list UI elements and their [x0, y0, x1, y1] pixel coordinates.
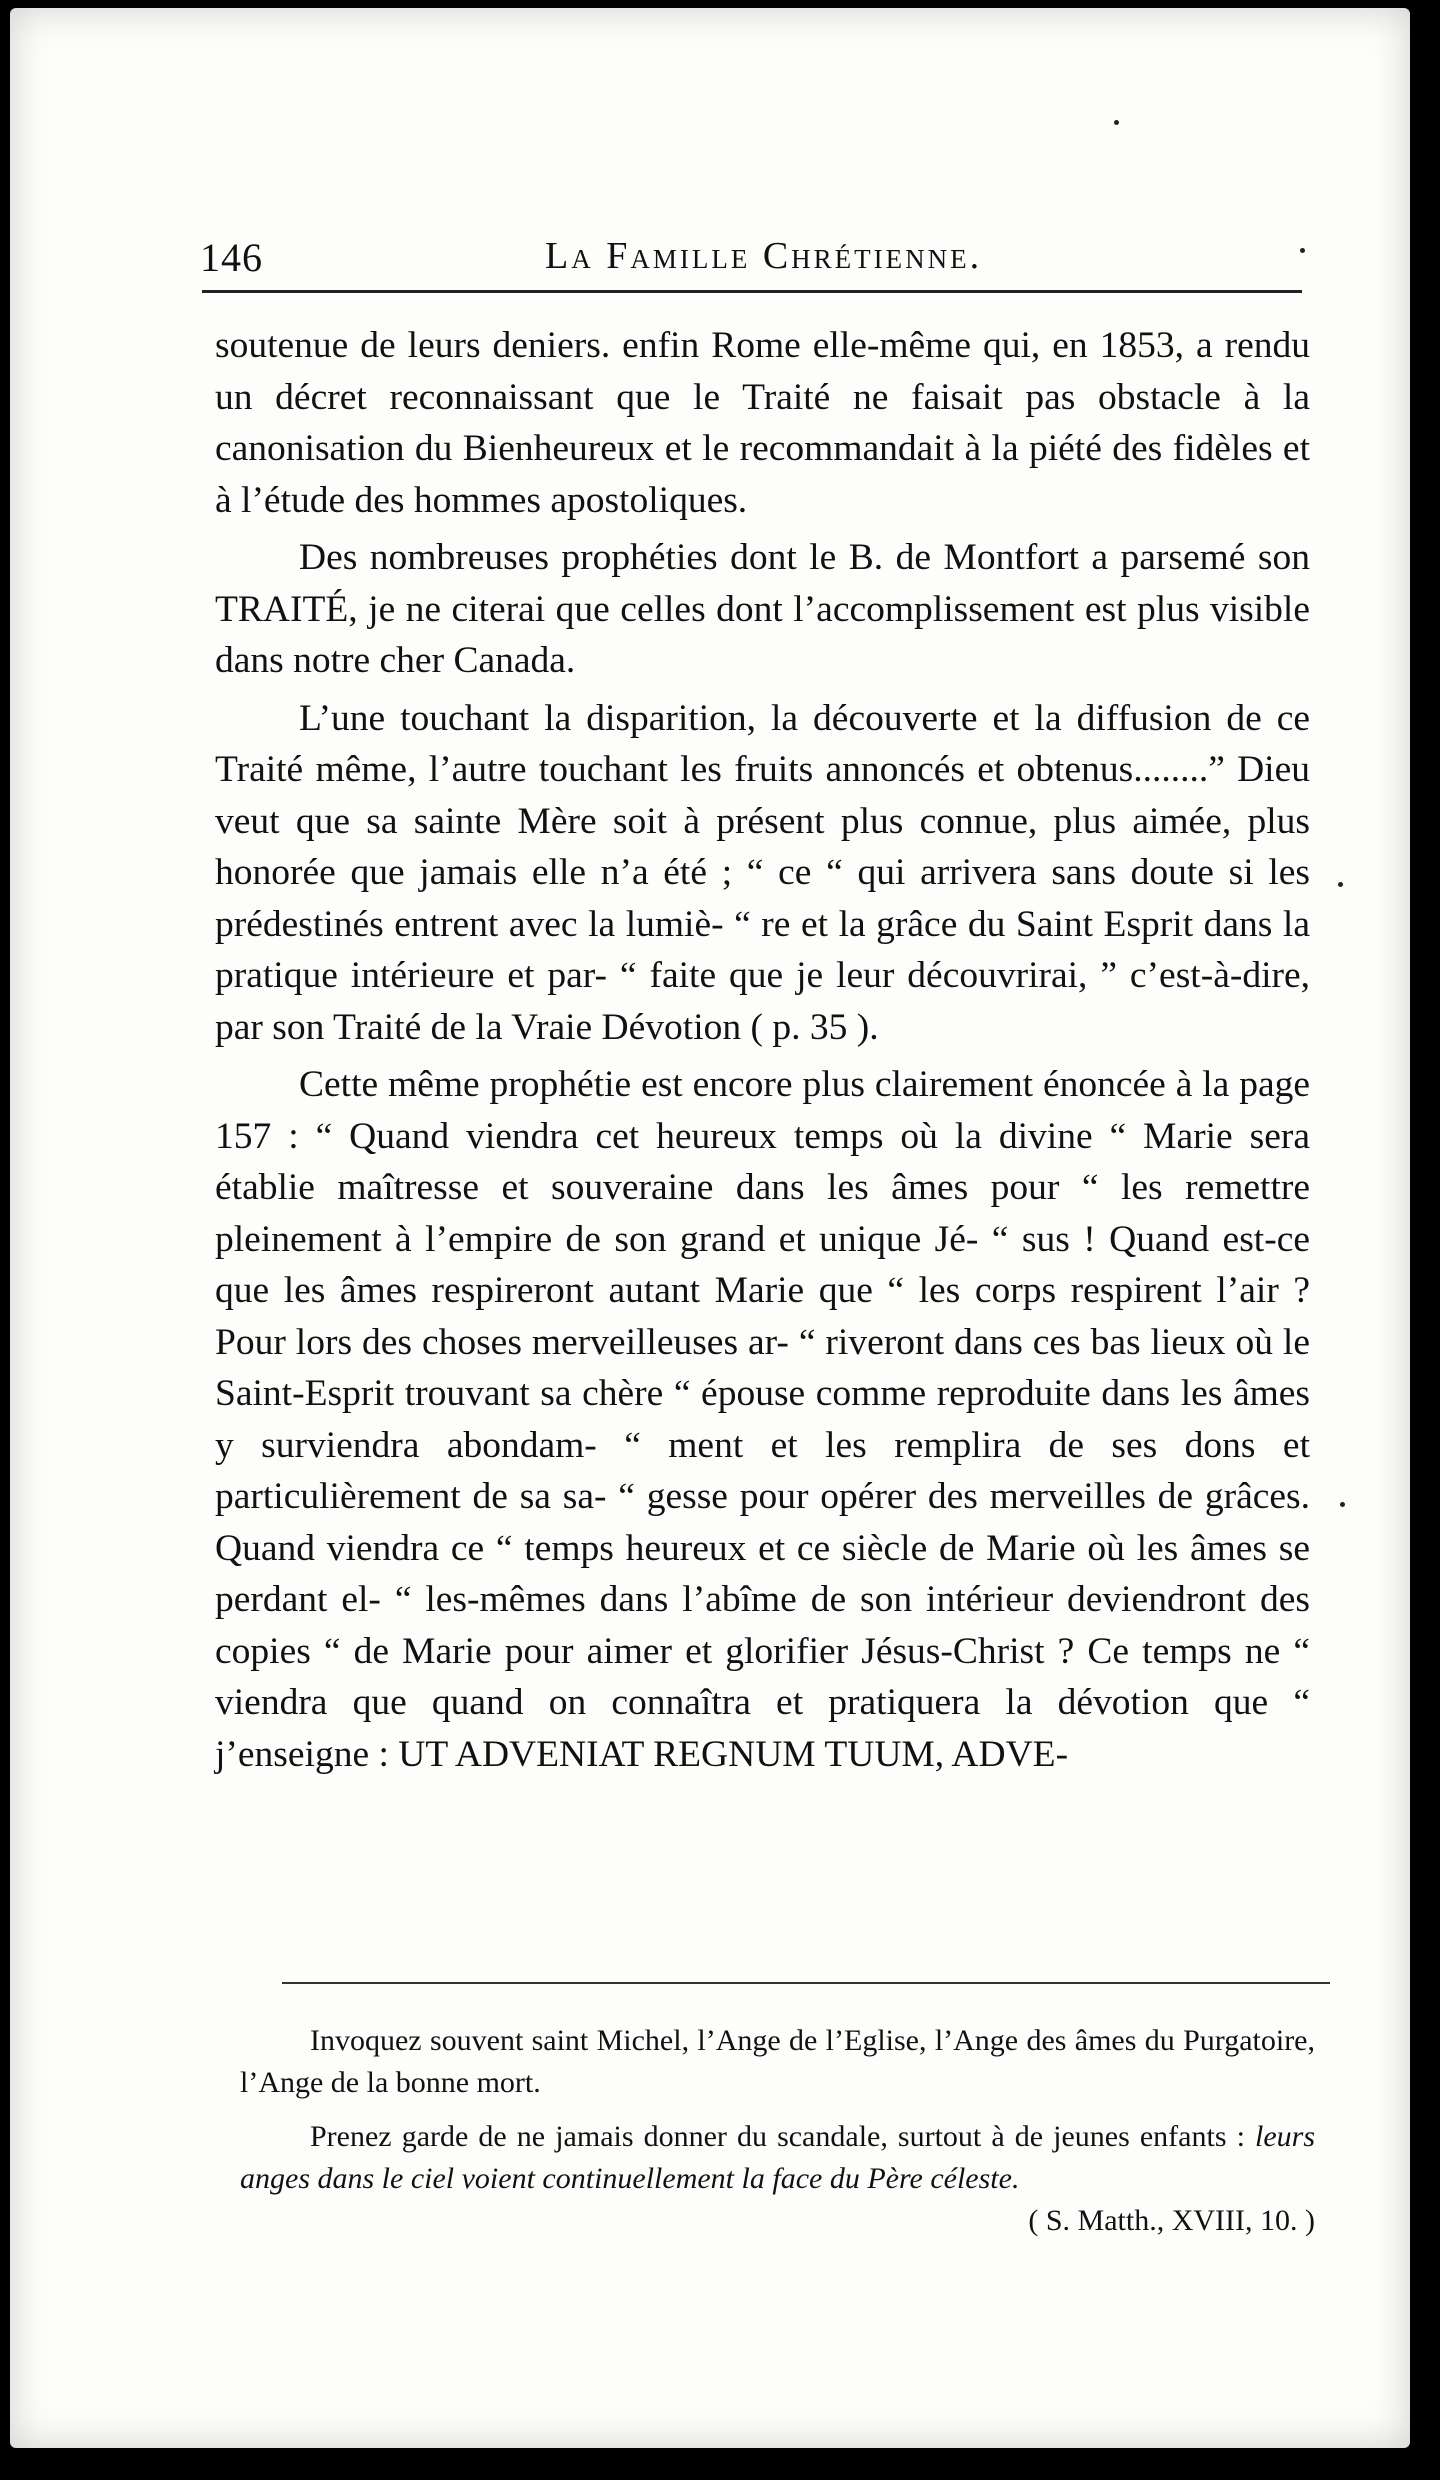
- note-2-quote: leurs anges dans le ciel voient continuellement la face du Père céleste.: [240, 2120, 1316, 2195]
- paragraph-3: L’une touchant la disparition, la découverte et la diffusion de ce Traité même, l’autre touchant les fruits annoncés et obtenus........” Dieu veut que sa sainte Mère soit à présent plus connue, plus aimée, plus honorée que jamais elle n’a été ; “ ce “ qui arrivera sans doute si les prédestinés entrent avec la lumiè- “ re et la grâce du Saint Esprit dans la pratique intérieure et par- “ faite que je leur découvrirai, ” c’est-à-dire, par son Traité de la Vraie Dévotion ( p. 35 ).: [215, 697, 1310, 1048]
- main-text: [215, 320, 1310, 1786]
- print-speck: [1300, 248, 1305, 253]
- paragraph-4: Cette même prophétie est encore plus clairement énoncée à la page 157 : “ Quand viendra cet heureux temps où la divine “ Marie sera établie maîtresse et souveraine dans les âmes pour “ les remettre pleinement à l’empire de son grand et unique Jé- “ sus ! Quand est-ce que les âmes respireront autant Marie que “ les corps respirent l’air ? Pour lors des choses merveilleuses ar- “ riveront dans ces bas lieux où le Saint-Esprit trouvant sa chère “ épouse comme reproduite dans les âmes y surviendra abondam- “ ment et les remplira de ses dons et particulièrement de sa sa- “ gesse pour opérer des merveilles de grâces. Quand viendra ce “ temps heureux et ce siècle de Marie où les âmes se perdant el- “ les-mêmes dans l’abîme de son intérieur deviendront des copies “ de Marie pour aimer et glorifier Jésus-Christ ? Ce temps ne “ viendra que quand on connaîtra et pratiquera la dévotion que “ j’enseigne : UT ADVENIAT REGNUM TUUM, ADVE-: [215, 1064, 1310, 1775]
- note-2-lead: Prenez garde de ne jamais donner du scandale, surtout à de jeunes enfants :: [310, 2120, 1245, 2153]
- note-1: Invoquez souvent saint Michel, l’Ange de l’Eglise, l’Ange des âmes du Purgatoire, l’Ange de la bonne mort.: [240, 2024, 1315, 2099]
- devotional-notes: [240, 2020, 1315, 2254]
- print-speck: [1338, 882, 1343, 887]
- header-rule: [202, 290, 1302, 293]
- page-number: 146: [200, 235, 263, 280]
- paragraph-2: Des nombreuses prophéties dont le B. de Montfort a parsemé son TRAITÉ, je ne citerai que celles dont l’accomplissement est plus visible dans notre cher Canada.: [215, 537, 1310, 681]
- note-2-citation: ( S. Matth., XVIII, 10. ): [1028, 2204, 1315, 2237]
- book-page: [10, 8, 1410, 2448]
- paragraph-1: soutenue de leurs deniers. enfin Rome elle-même qui, en 1853, a rendu un décret reconnaissant que le Traité ne faisait pas obstacle à la canonisation du Bienheureux et le recommandait à la piété des fidèles et à l’étude des hommes apostoliques.: [215, 325, 1310, 521]
- print-speck: [1340, 1502, 1345, 1507]
- running-title: La Famille Chrétienne.: [545, 235, 983, 277]
- footnote-rule: [282, 1982, 1330, 1984]
- note-2: [240, 2116, 1315, 2242]
- print-speck: [1114, 120, 1119, 125]
- page-header: [10, 230, 1410, 290]
